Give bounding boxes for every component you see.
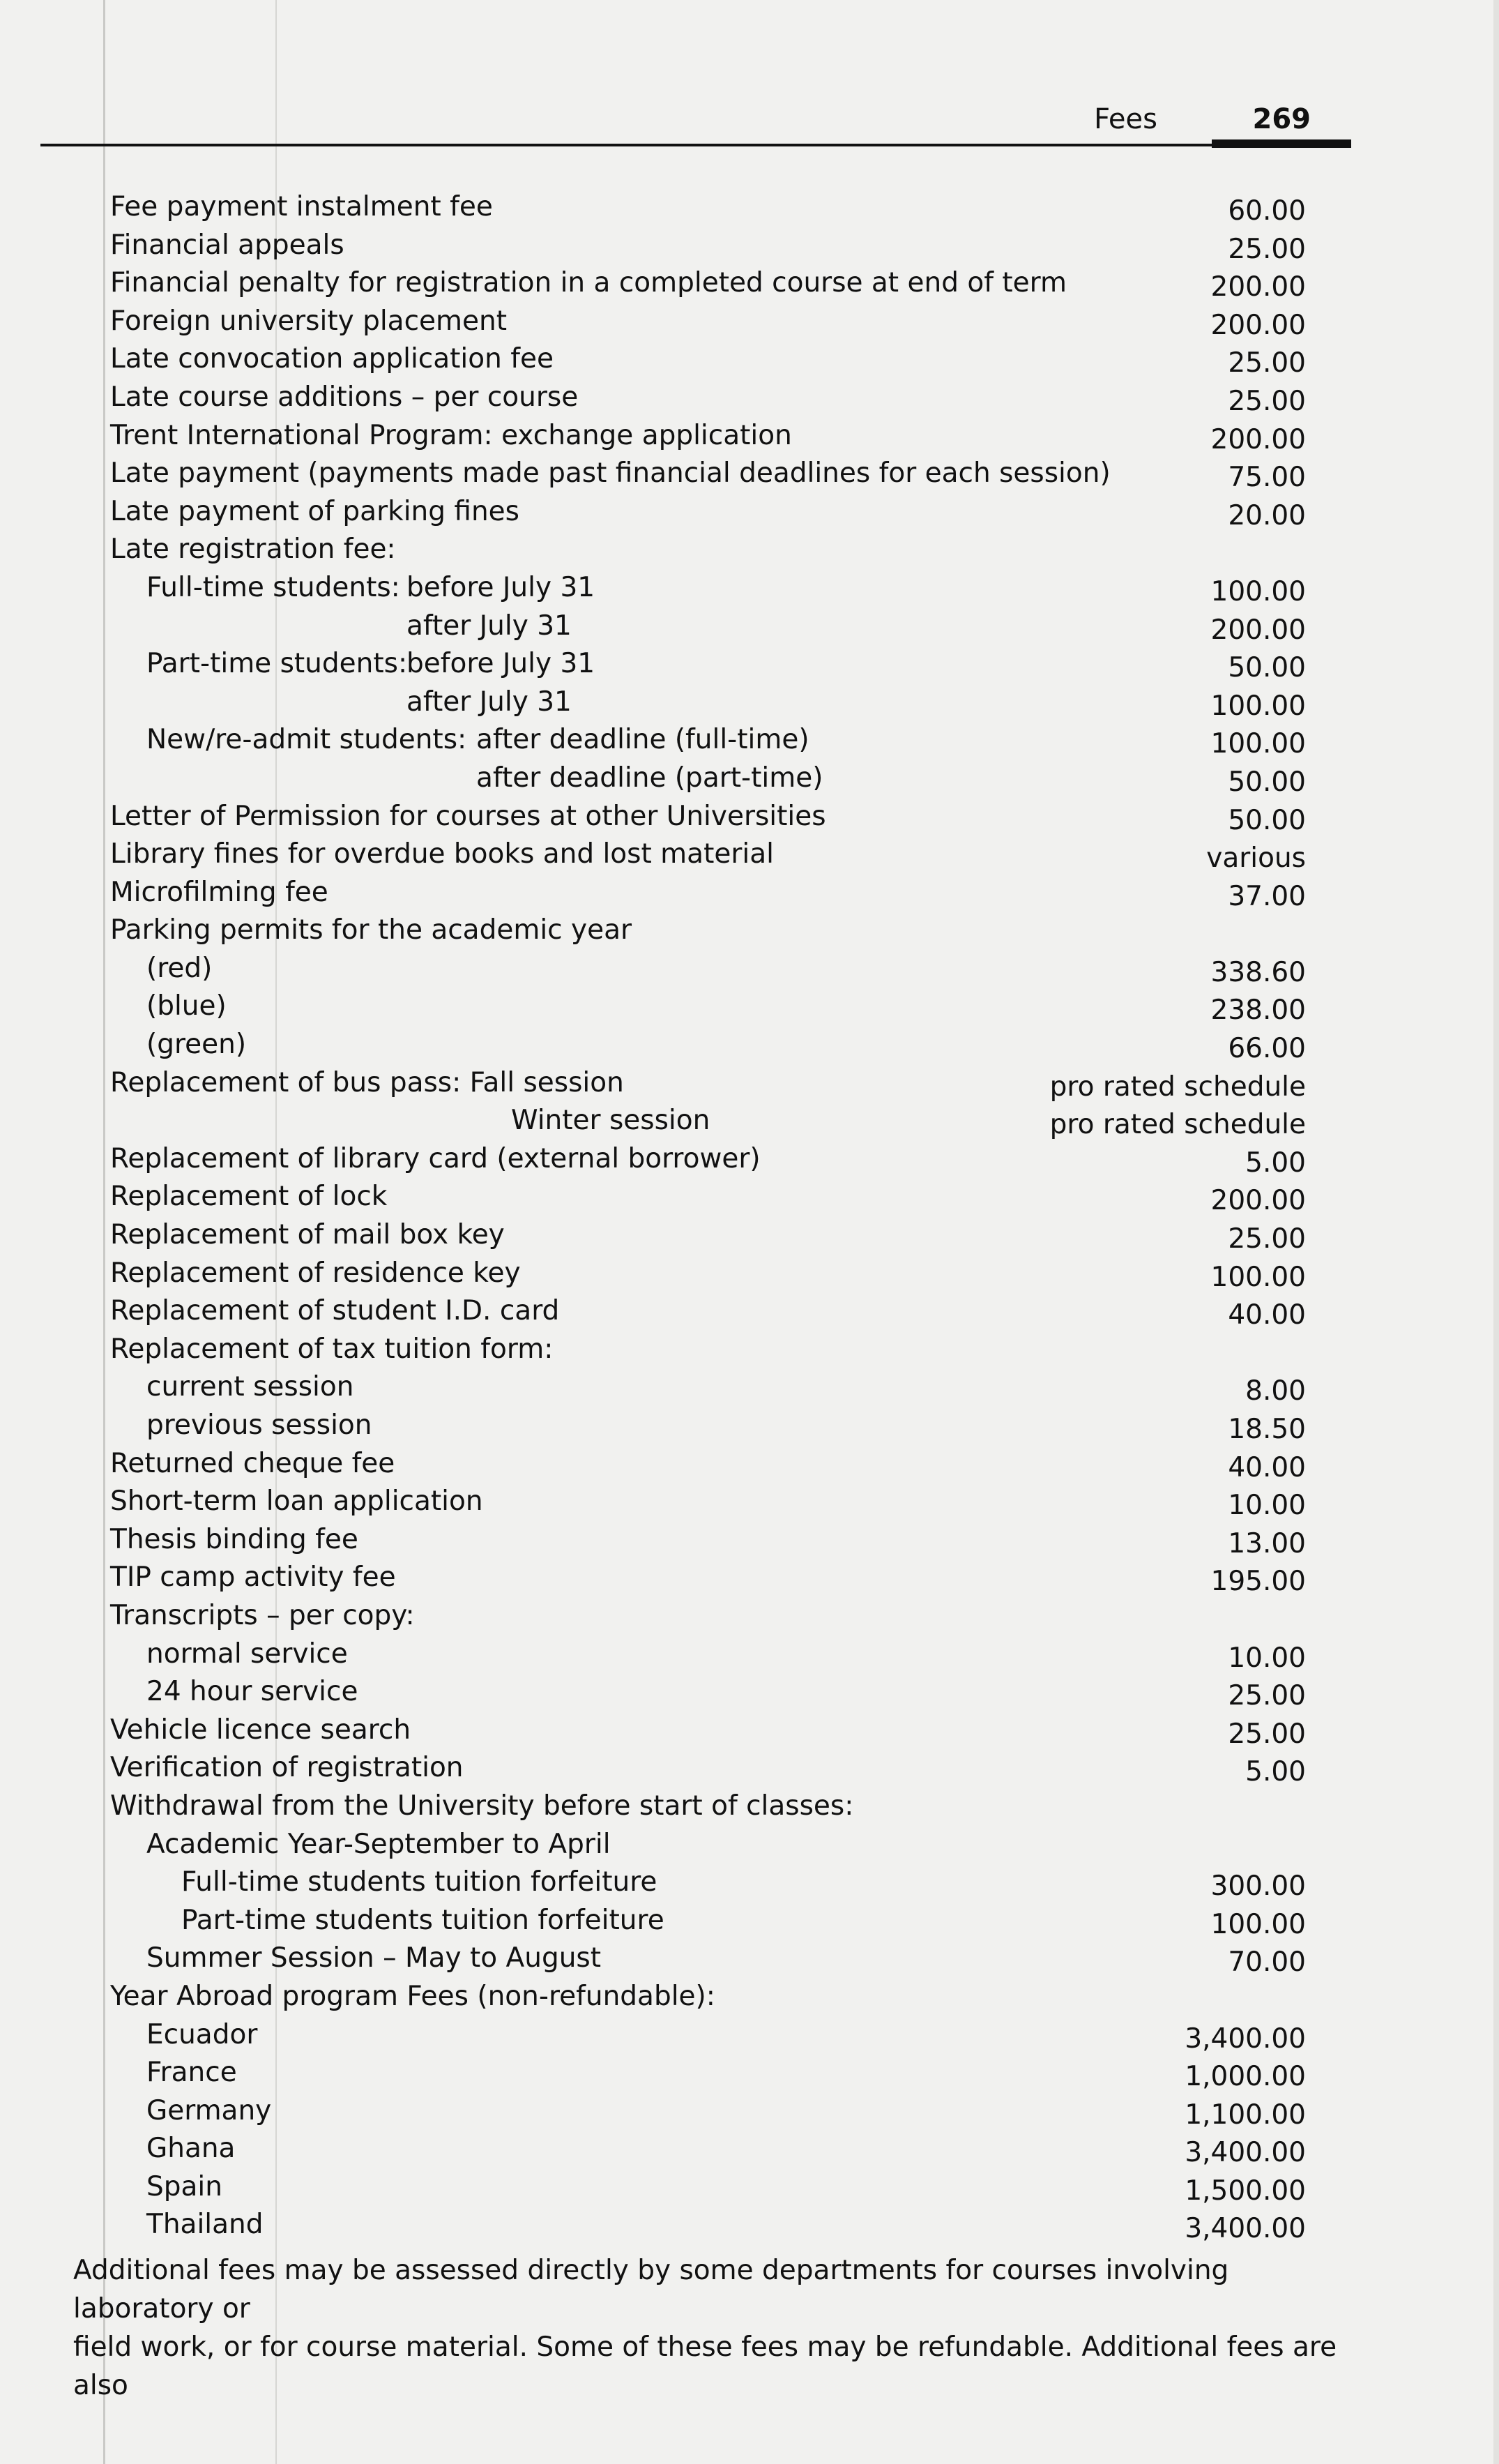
fee-label: Replacement of library card (external borrower) (110, 1142, 761, 1174)
fee-amount: 25.00 (1228, 1718, 1306, 1750)
fee-label: Replacement of residence key (110, 1257, 521, 1289)
header-rule (40, 144, 1351, 146)
fee-amount: 1,000.00 (1185, 2061, 1306, 2093)
fee-amount: 200.00 (1210, 423, 1306, 455)
fee-amount: 1,500.00 (1185, 2175, 1306, 2207)
fee-label: Letter of Permission for courses at other Universities (110, 800, 826, 832)
fee-label: (red) (146, 952, 213, 984)
fee-amount: 25.00 (1228, 347, 1306, 379)
fee-label: New/re-admit students: (146, 724, 467, 756)
fee-amount: 5.00 (1245, 1756, 1306, 1788)
fee-group-heading (110, 1331, 1306, 1369)
fee-label: France (146, 2057, 237, 2089)
fee-label: Transcripts – per copy: (110, 1599, 415, 1631)
fee-row (110, 417, 1306, 455)
fee-row (110, 1635, 1306, 1674)
fee-row (110, 2206, 1306, 2244)
fee-row (110, 1673, 1306, 1711)
fee-amount: 200.00 (1210, 271, 1306, 303)
page-number: 269 (1252, 103, 1311, 135)
fee-label: Vehicle licence search (110, 1714, 411, 1746)
fee-amount: 60.00 (1228, 195, 1306, 227)
footer-paragraph (73, 2251, 1349, 2405)
fee-row (110, 759, 1306, 798)
fee-amount: 25.00 (1228, 1680, 1306, 1712)
fee-label: Short-term loan application (110, 1486, 483, 1518)
fee-label: Academic Year-September to April (146, 1828, 611, 1860)
fee-detail: after July 31 (406, 686, 572, 718)
fee-amount: 100.00 (1210, 690, 1306, 722)
fee-amount: 37.00 (1228, 880, 1306, 912)
fee-row (110, 1407, 1306, 1445)
fee-row (110, 1026, 1306, 1064)
fee-row (110, 2130, 1306, 2168)
fee-label: Withdrawal from the University before start of classes: (110, 1790, 854, 1822)
fee-amount: 3,400.00 (1185, 2023, 1306, 2055)
fee-label: Ecuador (146, 2018, 258, 2050)
fee-row (110, 227, 1306, 265)
fee-row (110, 2092, 1306, 2131)
fee-row (110, 493, 1306, 531)
fee-row (110, 1749, 1306, 1787)
fee-label: Financial penalty for registration in a completed course at end of term (110, 267, 1067, 299)
fee-row (110, 188, 1306, 227)
fee-amount: 100.00 (1210, 728, 1306, 760)
fee-row (110, 1140, 1306, 1179)
fee-row (110, 950, 1306, 988)
fee-label: (blue) (146, 990, 227, 1022)
fee-row (110, 798, 1306, 836)
fee-row (110, 1216, 1306, 1255)
fee-label: Replacement of tax tuition form: (110, 1333, 554, 1365)
fee-label: Part-time students tuition forfeiture (181, 1904, 664, 1936)
fee-label: Parking permits for the academic year (110, 914, 632, 946)
fee-amount: 50.00 (1228, 804, 1306, 836)
fee-row (110, 1292, 1306, 1331)
fee-amount: 100.00 (1210, 1908, 1306, 1940)
fee-label: Late payment (payments made past financial deadlines for each session) (110, 458, 1111, 490)
fee-list (110, 188, 1306, 2244)
fee-row (110, 1178, 1306, 1216)
fee-amount: 10.00 (1228, 1642, 1306, 1674)
fee-group-heading (110, 912, 1306, 950)
fee-label: Returned cheque fee (110, 1447, 395, 1479)
fee-amount: 195.00 (1210, 1566, 1306, 1598)
fee-label: 24 hour service (146, 1676, 358, 1708)
fee-label: Foreign university placement (110, 305, 508, 337)
fee-row (110, 1102, 1306, 1140)
fee-row (110, 721, 1306, 759)
fee-group-heading (110, 1978, 1306, 2016)
fee-detail: before July 31 (406, 648, 595, 680)
fee-label: TIP camp activity fee (110, 1562, 396, 1594)
fee-row (110, 264, 1306, 303)
footer-line: Additional fees may be assessed directly by some departments for courses involving laboratory or (73, 2255, 1229, 2325)
fee-row (110, 1445, 1306, 1483)
fee-row (110, 1902, 1306, 1940)
fee-label: (green) (146, 1029, 247, 1061)
fee-detail: after deadline (part-time) (476, 762, 823, 794)
fee-label: Financial appeals (110, 229, 344, 261)
fee-amount: 3,400.00 (1185, 2213, 1306, 2245)
fee-row (110, 1064, 1306, 1103)
fee-label: Verification of registration (110, 1752, 464, 1784)
fee-detail: after July 31 (406, 610, 572, 642)
fee-row (110, 2168, 1306, 2207)
fee-label: normal service (146, 1638, 348, 1670)
fee-amount: 70.00 (1228, 1947, 1306, 1979)
fee-row (110, 455, 1306, 493)
fee-row (110, 1368, 1306, 1407)
fee-row (110, 1483, 1306, 1521)
fee-row (110, 836, 1306, 874)
fee-amount: 75.00 (1228, 462, 1306, 494)
fee-label: Microfilming fee (110, 876, 328, 908)
fee-amount: 50.00 (1228, 766, 1306, 798)
fee-label: Year Abroad program Fees (non-refundable): (110, 1980, 715, 2012)
fee-row (110, 874, 1306, 912)
fee-amount: 100.00 (1210, 1261, 1306, 1293)
fee-amount: 25.00 (1228, 233, 1306, 265)
fee-label: Library fines for overdue books and lost material (110, 838, 774, 870)
fee-label: Replacement of mail box key (110, 1219, 505, 1251)
fee-group-heading (110, 1597, 1306, 1635)
fee-row (110, 1711, 1306, 1750)
fee-detail: before July 31 (406, 571, 595, 603)
fee-amount: 50.00 (1228, 652, 1306, 684)
section-title: Fees (1094, 103, 1157, 135)
fee-amount: 10.00 (1228, 1490, 1306, 1522)
fee-row (110, 645, 1306, 683)
fee-amount: 1,100.00 (1185, 2099, 1306, 2131)
fee-amount: 338.60 (1210, 956, 1306, 988)
fee-row (110, 1940, 1306, 1978)
fee-label: current session (146, 1371, 354, 1403)
fee-group-heading (110, 531, 1306, 569)
fee-amount: 200.00 (1210, 309, 1306, 341)
fee-label: Late payment of parking fines (110, 495, 519, 527)
header-rule-accent (1212, 139, 1351, 148)
fee-label: Late convocation application fee (110, 343, 554, 375)
fee-label: Ghana (146, 2133, 236, 2165)
fee-amount: 40.00 (1228, 1451, 1306, 1483)
fee-row (110, 340, 1306, 379)
fee-amount: 100.00 (1210, 575, 1306, 607)
fee-amount: 5.00 (1245, 1147, 1306, 1179)
fee-row (110, 988, 1306, 1026)
fee-row (110, 1559, 1306, 1597)
fee-amount: various (1206, 842, 1306, 875)
fee-amount: 300.00 (1210, 1870, 1306, 1903)
fee-label: Germany (146, 2094, 272, 2126)
fee-detail: Winter session (511, 1105, 710, 1137)
fee-amount: 66.00 (1228, 1033, 1306, 1065)
fee-label: Replacement of lock (110, 1181, 388, 1213)
fee-row (110, 303, 1306, 341)
fee-label: Spain (146, 2170, 222, 2202)
footer-line: field work, or for course material. Some of these fees may be refundable. Additional fees are also (73, 2331, 1337, 2401)
fee-label: Trent International Program: exchange application (110, 419, 792, 451)
fee-amount: 25.00 (1228, 385, 1306, 417)
fee-label: Summer Session – May to August (146, 1942, 602, 1974)
fee-amount: 40.00 (1228, 1299, 1306, 1331)
fee-detail: after deadline (full-time) (476, 724, 809, 756)
fee-amount: pro rated schedule (1049, 1109, 1306, 1141)
fee-amount: 25.00 (1228, 1223, 1306, 1255)
fee-label: Late course additions – per course (110, 381, 579, 413)
fee-row (110, 607, 1306, 646)
fee-amount: 20.00 (1228, 499, 1306, 531)
fee-amount: 200.00 (1210, 614, 1306, 646)
fee-label: Late registration fee: (110, 534, 396, 566)
fee-row (110, 569, 1306, 607)
page-scan-right-edge (1493, 0, 1499, 2464)
fee-row (110, 683, 1306, 722)
fee-label: Part-time students: (146, 648, 408, 680)
fee-amount: pro rated schedule (1049, 1071, 1306, 1103)
fee-label: Replacement of bus pass: Fall session (110, 1066, 624, 1098)
fee-row (110, 2016, 1306, 2055)
fee-label: Replacement of student I.D. card (110, 1295, 560, 1327)
fee-label: previous session (146, 1409, 372, 1441)
fee-row (110, 1521, 1306, 1559)
fee-row (110, 379, 1306, 417)
fee-row (110, 1255, 1306, 1293)
fee-label: Thailand (146, 2209, 264, 2241)
fee-amount: 200.00 (1210, 1185, 1306, 1217)
page-scan-edge (103, 0, 105, 2464)
fee-amount: 3,400.00 (1185, 2137, 1306, 2169)
fee-label: Full-time students tuition forfeiture (181, 1866, 657, 1898)
fee-row (110, 2054, 1306, 2092)
fee-label: Full-time students: (146, 571, 400, 603)
fee-label: Thesis binding fee (110, 1523, 358, 1555)
fee-group-heading (110, 1787, 1306, 1826)
page-header (40, 98, 1351, 153)
fee-amount: 8.00 (1245, 1375, 1306, 1407)
fee-label: Fee payment instalment fee (110, 191, 493, 222)
fee-amount: 238.00 (1210, 995, 1306, 1027)
fee-amount: 18.50 (1228, 1414, 1306, 1445)
fee-row (110, 1864, 1306, 1902)
fee-subgroup-heading (110, 1826, 1306, 1864)
fee-amount: 13.00 (1228, 1527, 1306, 1559)
